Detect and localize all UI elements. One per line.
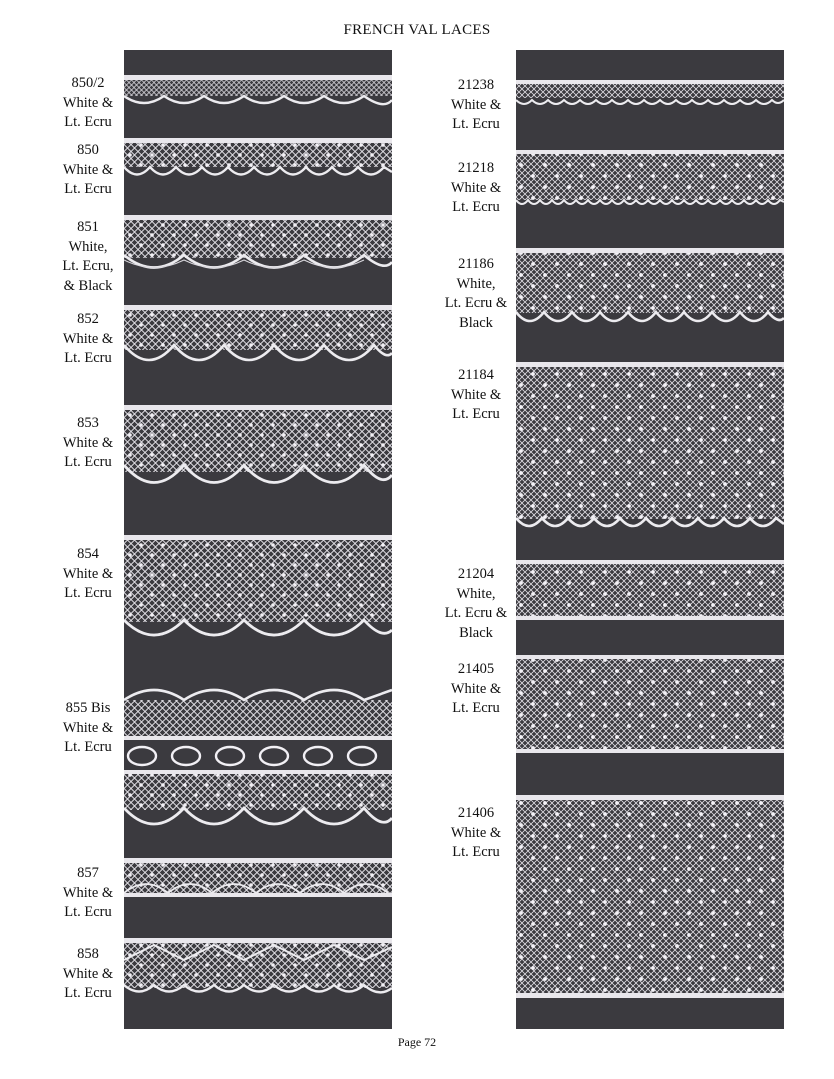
lace-850-2 <box>124 75 392 104</box>
label-color-line: White & <box>450 179 502 196</box>
label-color-line: White & <box>62 434 114 451</box>
label-color-line: White & <box>450 680 502 697</box>
label-color-line: White & <box>450 824 502 841</box>
label-21238 <box>438 76 514 135</box>
lace-855-bis <box>124 690 392 824</box>
lace-swatches-right <box>516 50 784 1029</box>
label-code: 21186 <box>458 256 494 272</box>
label-code: 850 <box>77 142 99 158</box>
label-code: 850/2 <box>71 75 105 91</box>
lace-21406 <box>516 795 784 998</box>
label-color-line: Lt. Ecru <box>64 585 112 601</box>
label-code: 854 <box>77 546 99 562</box>
lace-852 <box>124 305 392 360</box>
label-color-line: Lt. Ecru <box>64 454 112 470</box>
label-21406 <box>438 804 514 863</box>
label-color-line: Lt. Ecru <box>452 844 500 860</box>
label-855-bis <box>50 699 126 758</box>
label-850 <box>50 141 126 200</box>
label-color-line: White & <box>62 565 114 582</box>
label-color-line: White & <box>62 94 114 111</box>
label-code: 21405 <box>457 661 495 677</box>
label-color-line: Lt. Ecru <box>452 199 500 215</box>
label-851 <box>50 218 126 296</box>
label-color-line: Lt. Ecru, <box>62 258 114 274</box>
lace-858 <box>124 938 392 992</box>
lace-21204 <box>516 560 784 620</box>
lace-21218 <box>516 150 784 204</box>
label-color-line: White & <box>450 386 502 403</box>
label-color-line: White, <box>456 275 496 292</box>
label-color-line: Lt. Ecru & <box>444 605 508 621</box>
label-color-line: Lt. Ecru <box>64 739 112 755</box>
label-853 <box>50 414 126 473</box>
label-code: 852 <box>77 311 99 327</box>
label-code: 858 <box>77 946 99 962</box>
label-21405 <box>438 660 514 719</box>
lace-21186 <box>516 248 784 321</box>
label-850-2 <box>50 74 126 133</box>
lace-21238 <box>516 80 784 104</box>
label-color-line: Black <box>459 624 493 641</box>
label-854 <box>50 545 126 604</box>
label-color-line: White & <box>62 719 114 736</box>
label-code: 851 <box>77 219 99 235</box>
page-number: Page 72 <box>397 1035 437 1049</box>
label-color-line: Lt. Ecru <box>452 700 500 716</box>
label-color-line: Black <box>459 314 493 331</box>
label-color-line: White & <box>62 161 114 178</box>
label-color-line: White & <box>62 965 114 982</box>
label-color-line: & Black <box>63 277 113 294</box>
label-color-line: White & <box>62 330 114 347</box>
label-852 <box>50 310 126 369</box>
label-21218 <box>438 159 514 218</box>
label-code: 21406 <box>457 805 495 821</box>
lace-21405 <box>516 655 784 753</box>
label-color-line: Lt. Ecru <box>64 904 112 920</box>
lace-850 <box>124 138 392 175</box>
label-color-line: Lt. Ecru & <box>444 295 508 311</box>
label-21184 <box>438 366 514 425</box>
label-857 <box>50 864 126 923</box>
label-color-line: White, <box>68 238 108 255</box>
label-21186 <box>438 255 514 333</box>
label-code: 855 Bis <box>65 700 111 716</box>
lace-851 <box>124 215 392 268</box>
label-color-line: White & <box>62 884 114 901</box>
label-code: 853 <box>77 415 99 431</box>
label-21204 <box>438 565 514 643</box>
lace-854 <box>124 535 392 635</box>
label-color-line: Lt. Ecru <box>64 181 112 197</box>
lace-853 <box>124 405 392 483</box>
label-color-line: White & <box>450 96 502 113</box>
lace-21184 <box>516 362 784 526</box>
label-color-line: Lt. Ecru <box>64 985 112 1001</box>
page-title: FRENCH VAL LACES <box>343 22 491 38</box>
lace-swatch-panel-right <box>516 50 784 1029</box>
lace-swatches-left <box>124 50 392 1029</box>
label-color-line: White, <box>456 585 496 602</box>
label-code: 21184 <box>458 367 494 383</box>
label-color-line: Lt. Ecru <box>64 114 112 130</box>
label-color-line: Lt. Ecru <box>452 116 500 132</box>
lace-857 <box>124 858 392 897</box>
label-code: 21218 <box>457 160 495 176</box>
label-858 <box>50 945 126 1004</box>
label-code: 21238 <box>457 77 495 93</box>
label-color-line: Lt. Ecru <box>452 406 500 422</box>
label-code: 857 <box>77 865 99 881</box>
label-code: 21204 <box>457 566 495 582</box>
label-color-line: Lt. Ecru <box>64 350 112 366</box>
lace-swatch-panel-left <box>124 50 392 1029</box>
